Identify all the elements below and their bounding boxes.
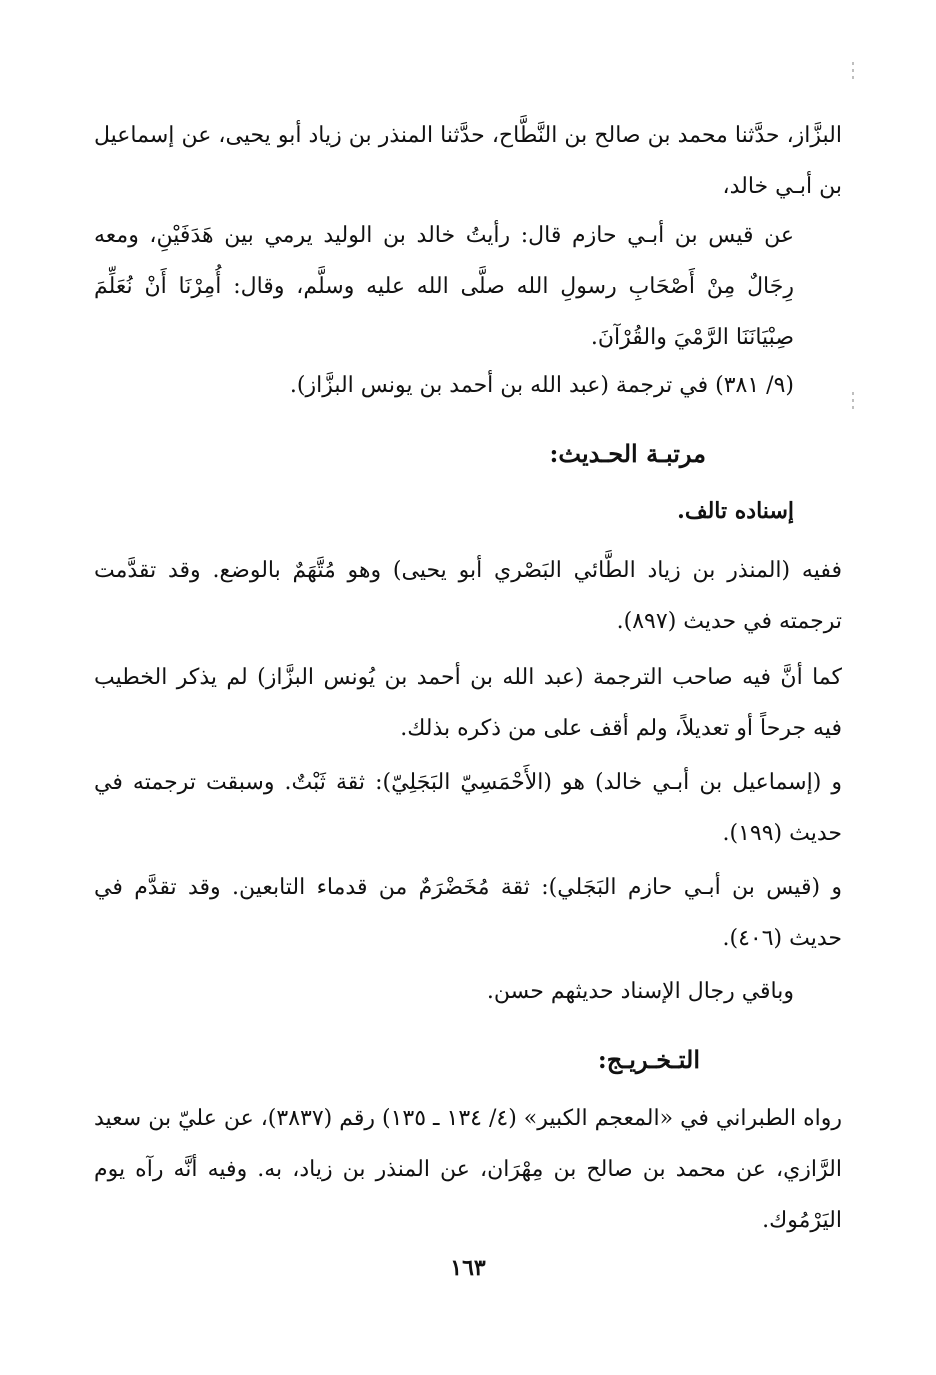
paragraph-narrator-qays: و (قيس بن أبـي حازم البَجَلي): ثقة مُخَضْرَمٌ من قدماء التابعين. وقد تقدَّم في حديث (٤٠٦). xyxy=(94,875,842,951)
paragraph-narrator-munthir: ففيه (المنذر بن زياد الطَّائي البَصْري أبو يحيى) وهو مُتَّهَمٌ بالوضع. وقد تقدَّمت ترجمته في حديث (٨٩٧). xyxy=(94,558,842,634)
paragraph-hadith-text: عن قيس بن أبـي حازم قال: رأيتُ خالد بن الوليد يرمي بين هَدَفَيْنِ، ومعه رِجَالٌ مِنْ أَصْحَابِ رسولِ الله صلَّى الله عليه وسلَّم، وقال: أُمِرْنَا أَنْ نُعَلِّمَ صِبْيَانَنَا الرَّمْيَ والقُرْآنَ. xyxy=(94,223,794,350)
margin-mark xyxy=(852,392,854,410)
paragraph-narrator-ismail: و (إسماعيل بن أبـي خالد) هو (الأَحْمَسِيّ البَجَلِيّ): ثقة ثَبْتٌ. وسبقت ترجمته في حديث (١٩٩). xyxy=(94,770,842,846)
paragraph-takhrij: رواه الطبراني في «المعجم الكبير» (٤/ ١٣٤ ـ ١٣٥) رقم (٣٨٣٧)، عن عليّ بن سعيد الرَّازي، عن محمد بن صالح بن مِهْرَان، عن المنذر بن زياد، به. وفيه أنَّه رآه يوم اليَرْمُوك. xyxy=(94,1106,843,1233)
paragraph-chain-continuation: البزَّاز، حدَّثنا محمد بن صالح بن النَّطَّاح، حدَّثنا المنذر بن زياد أبو يحيى، عن إسماعيل بن أبـي خالد، xyxy=(94,123,842,199)
paragraph-source-reference: (٩/ ٣٨١) في ترجمة (عبد الله بن أحمد بن يونس البزَّاز). xyxy=(289,373,794,398)
paragraph-biography-subject: كما أنَّ فيه صاحب الترجمة (عبد الله بن أحمد بن يُونس البزَّاز) لم يذكر الخطيب فيه جرحاً أو تعديلاً، ولم أقف على من ذكره بذلك. xyxy=(94,665,842,741)
page-number: ١٦٣ xyxy=(450,1255,486,1281)
margin-mark xyxy=(852,62,854,80)
section-heading-takhrij: التـخـريـج: xyxy=(597,1045,700,1074)
section-heading-hadith-grade: مرتبـة الحـديث: xyxy=(549,439,706,468)
verdict-text: إسناده تالف. xyxy=(677,498,794,524)
paragraph-remaining-narrators: وباقي رجال الإسناد حديثهم حسن. xyxy=(486,979,794,1004)
